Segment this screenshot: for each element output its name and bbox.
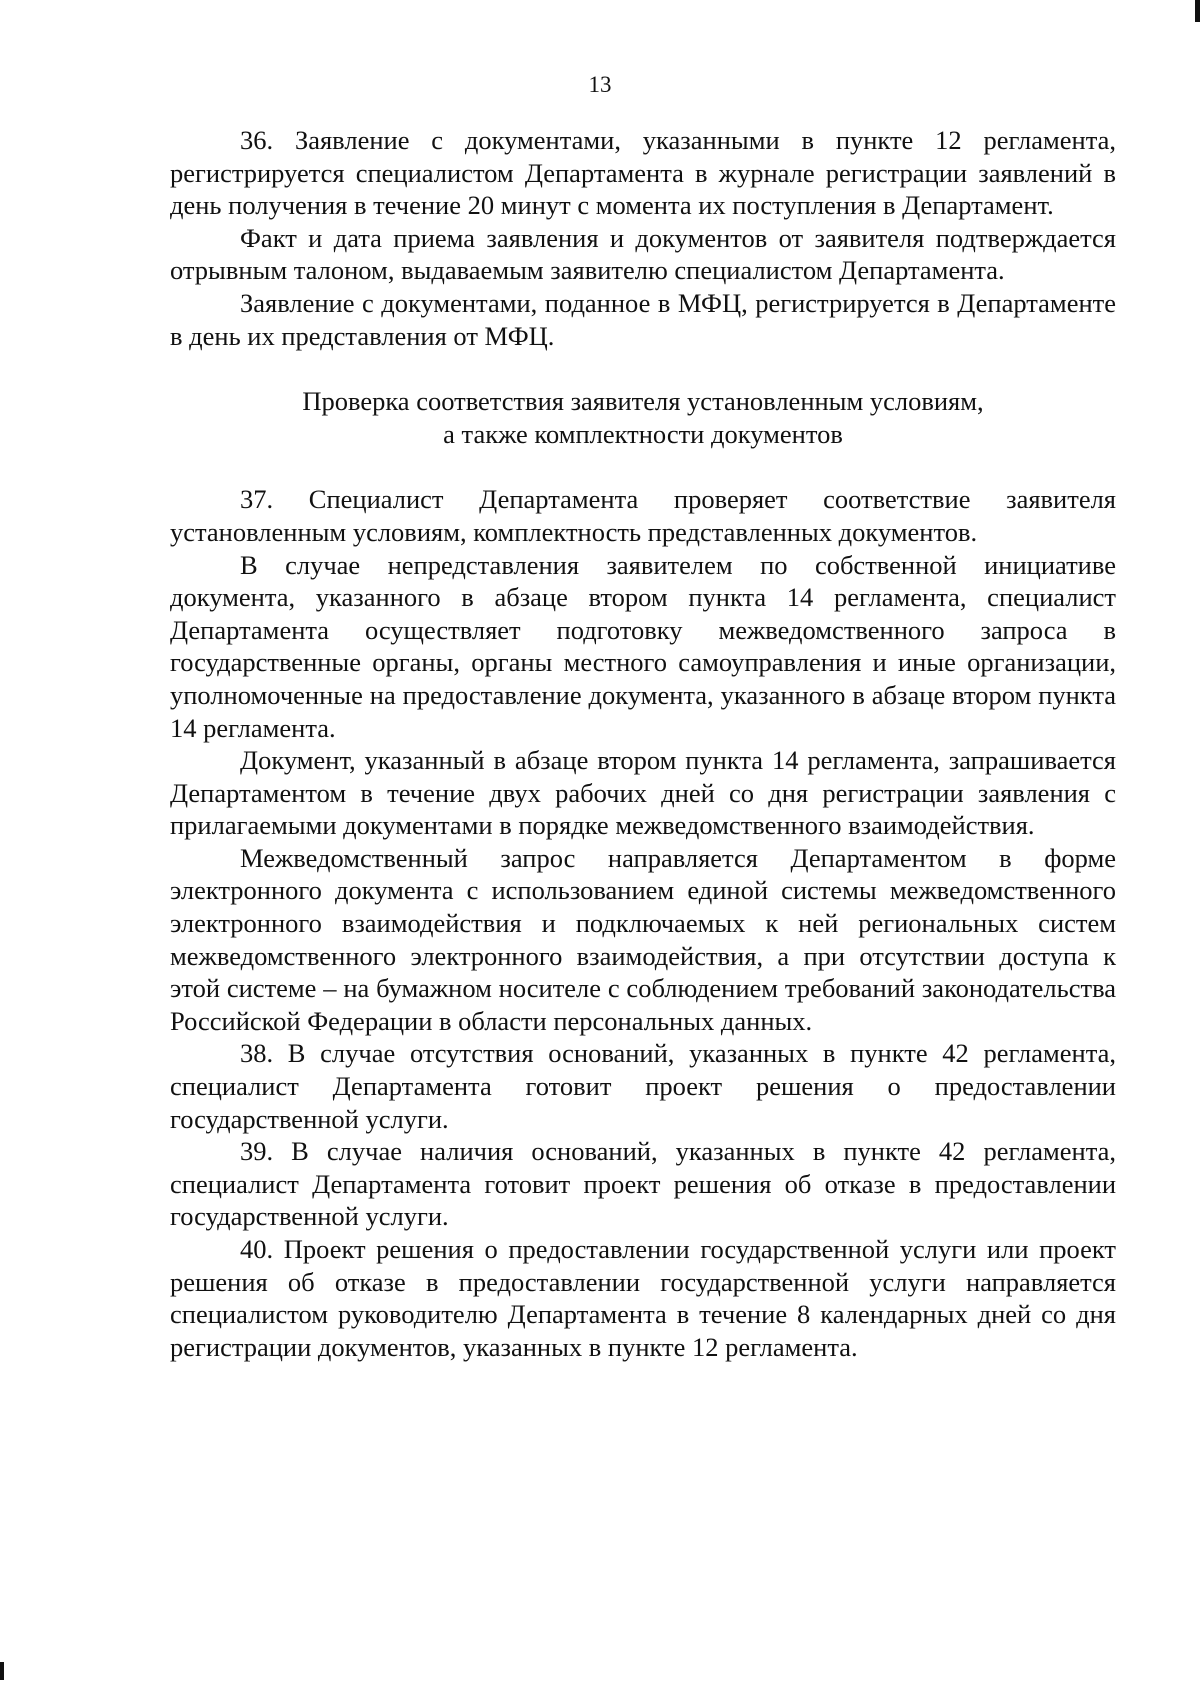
section-heading-line-2: а также комплектности документов bbox=[443, 418, 843, 449]
page-number: 13 bbox=[588, 72, 612, 97]
scan-mark-top-right bbox=[1195, 0, 1200, 22]
scan-mark-bottom-left bbox=[0, 1662, 4, 1680]
section-heading-line-1: Проверка соответствия заявителя установленным условиям, bbox=[302, 386, 984, 417]
paragraph-nonsubmission: В случае непредставления заявителем по собственной инициативе документа, указанного в абзаце втором пункта 14 регламента, специалист Департамента осуществляет подготовку межведомственного запроса в государственные органы, органы местного самоуправления и иные организации, уполномоченные на предоставление документа, указанного в абзаце втором пункта 14 регламента. bbox=[170, 549, 1116, 743]
paragraph-40: 40. Проект решения о предоставлении государственной услуги или проект решения об отказе в предоставлении государственной услуги направляется специалистом руководителю Департамента в течение 8 календарных дней со дня регистрации документов, указанных в пункте 12 регламента. bbox=[170, 1234, 1116, 1362]
section-heading bbox=[170, 385, 1116, 450]
paragraph-38: 38. В случае отсутствия оснований, указанных в пункте 42 регламента, специалист Департамента готовит проект решения о предоставлении государственной услуги. bbox=[170, 1038, 1116, 1134]
paragraph-interagency-request: Межведомственный запрос направляется Департаментом в форме электронного документа с использованием единой системы межведомственного электронного взаимодействия и подключаемых к ней региональных систем межведомственного электронного взаимодействия, а при отсутствии доступа к этой системе – на бумажном носителе с соблюдением требований законодательства Российской Федерации в области персональных данных. bbox=[170, 842, 1116, 1036]
paragraph-37: 37. Специалист Департамента проверяет соответствие заявителя установленным условиям, комплектность представленных документов. bbox=[170, 484, 1116, 547]
paragraph-mfc: Заявление с документами, поданное в МФЦ, регистрируется в Департаменте в день их представления от МФЦ. bbox=[170, 287, 1116, 351]
paragraph-document-request: Документ, указанный в абзаце втором пункта 14 регламента, запрашивается Департаментом в течение двух рабочих дней со дня регистрации заявления с прилагаемыми документами в порядке межведомственного взаимодействия. bbox=[170, 745, 1116, 841]
paragraph-36: 36. Заявление с документами, указанными в пункте 12 регламента, регистрируется специалистом Департамента в журнале регистрации заявлений в день получения в течение 20 минут с момента их поступления в Департамент. bbox=[170, 125, 1116, 221]
document-body bbox=[170, 124, 1116, 1363]
paragraph-fact: Факт и дата приема заявления и документов от заявителя подтверждается отрывным талоном, выдаваемым заявителю специалистом Департамента. bbox=[170, 222, 1116, 286]
paragraph-39: 39. В случае наличия оснований, указанных в пункте 42 регламента, специалист Департамента готовит проект решения об отказе в предоставлении государственной услуги. bbox=[170, 1136, 1116, 1232]
